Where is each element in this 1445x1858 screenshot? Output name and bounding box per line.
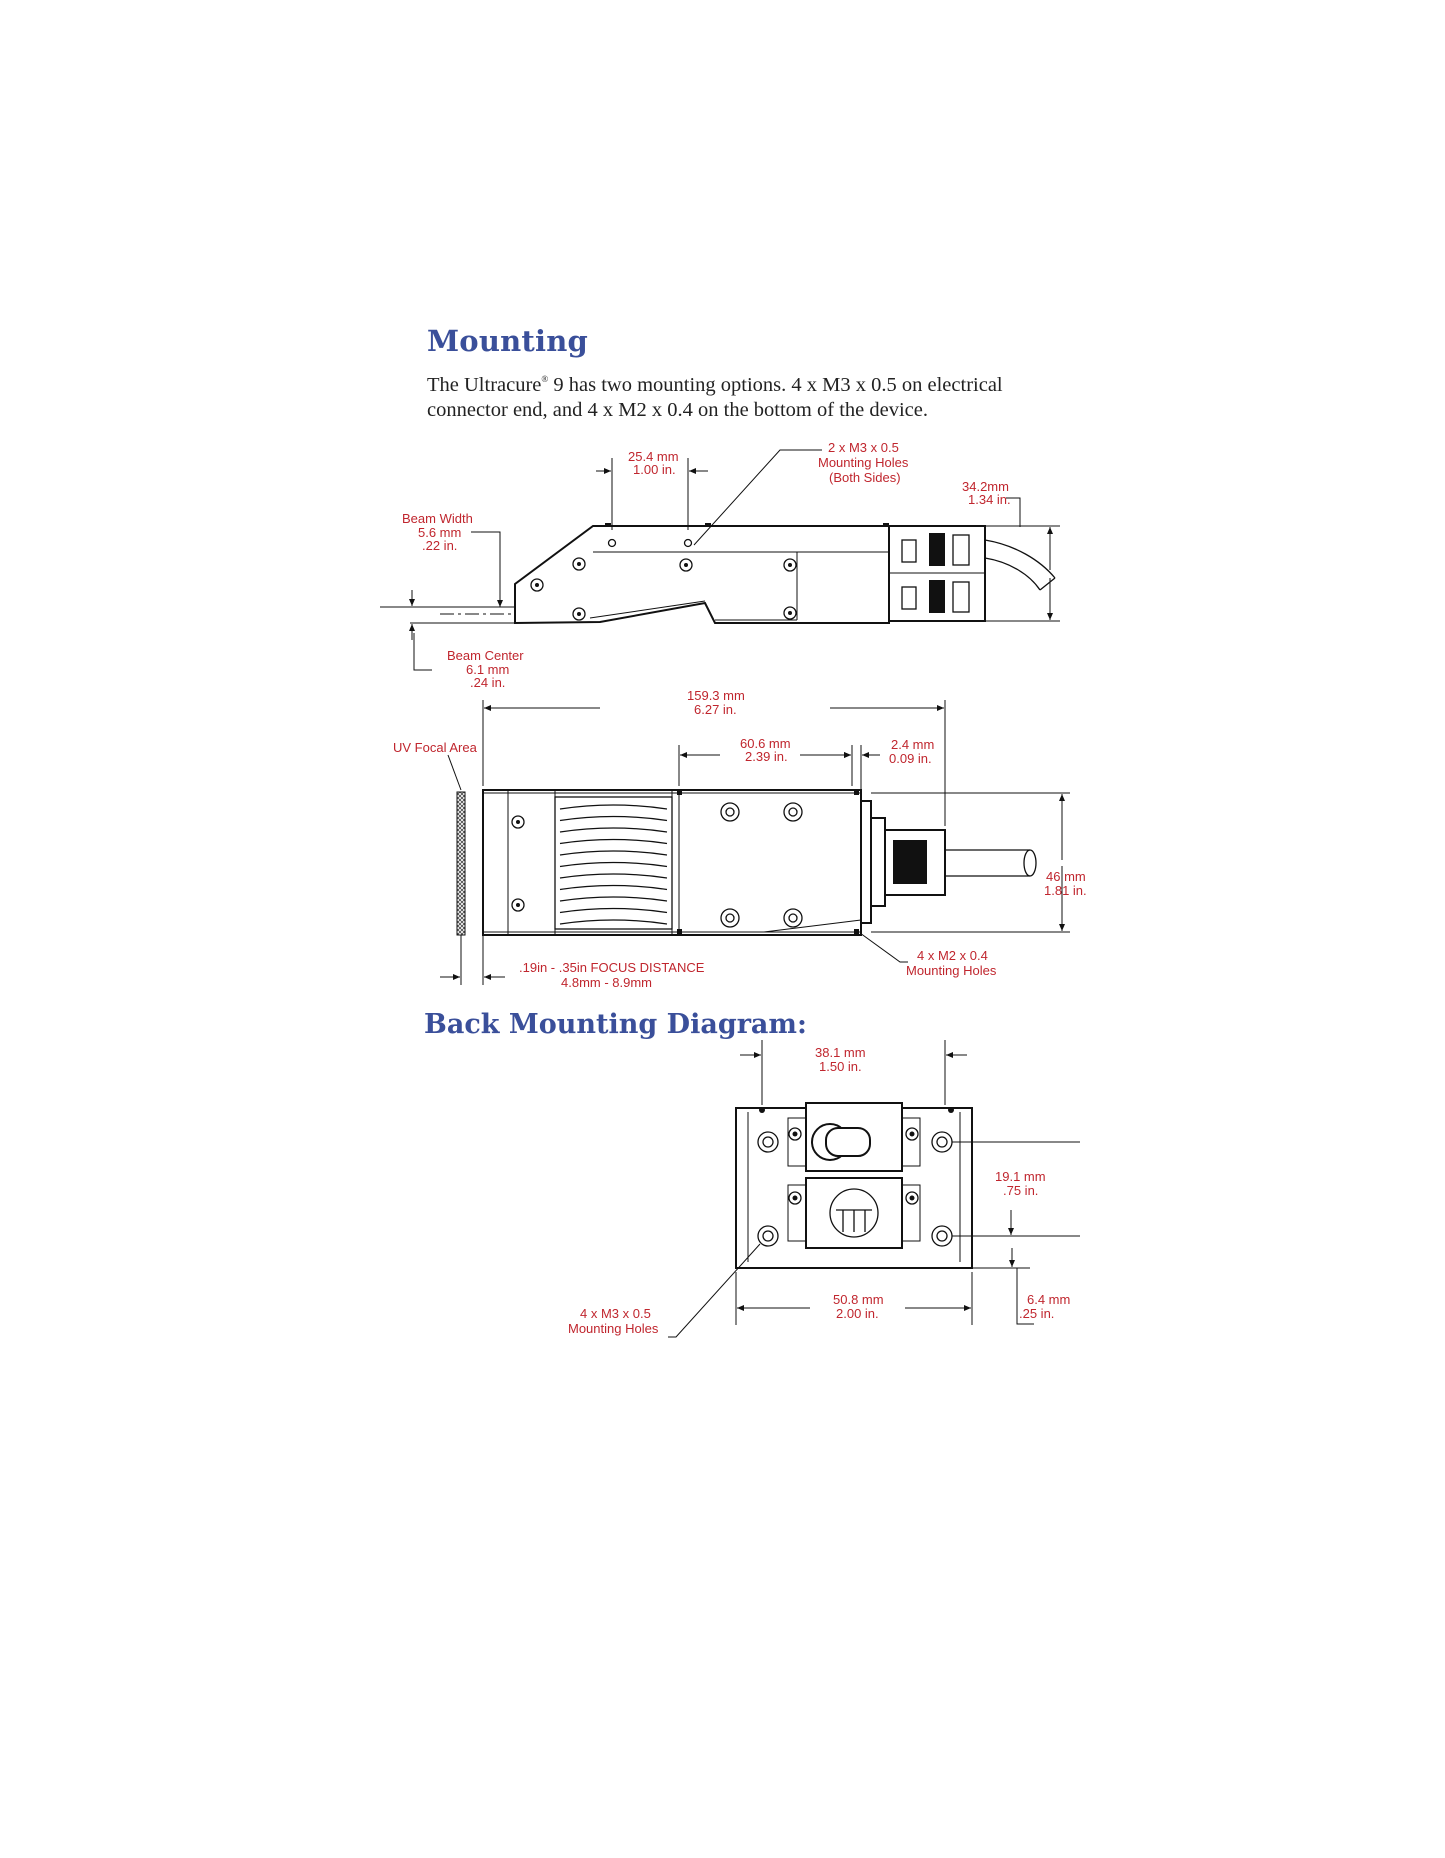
svg-text:.75 in.: .75 in. [1003, 1183, 1039, 1198]
connector-top [861, 801, 1036, 923]
svg-text:2.00 in.: 2.00 in. [836, 1306, 879, 1321]
svg-text:34.2mm: 34.2mm [962, 479, 1009, 494]
svg-text:6.1 mm: 6.1 mm [466, 662, 510, 677]
label-dim-60-6 [740, 736, 791, 764]
svg-text:46 mm: 46 mm [1046, 869, 1086, 884]
svg-text:1.00 in.: 1.00 in. [633, 462, 676, 477]
svg-text:4 x M3 x 0.5: 4 x M3 x 0.5 [580, 1306, 651, 1321]
svg-text:19.1 mm: 19.1 mm [995, 1169, 1046, 1184]
m2-leader [860, 933, 908, 962]
label-dim-50-8 [833, 1292, 884, 1321]
svg-text:Beam Center: Beam Center [447, 648, 524, 663]
intro-brand: The Ultracure [427, 374, 542, 396]
svg-text:6.27 in.: 6.27 in. [694, 702, 737, 717]
beam-lines [380, 607, 515, 623]
label-dim-46 [1044, 869, 1087, 898]
intro-text: 9 has two mounting options. 4 x M3 x 0.5 on electrical connector end, and 4 x M2 x 0.4 on the bottom of the device. [427, 374, 1003, 421]
uv-focal-area [457, 792, 465, 935]
svg-text:4 x M2 x 0.4: 4 x M2 x 0.4 [917, 948, 988, 963]
svg-text:4.8mm - 8.9mm: 4.8mm - 8.9mm [561, 975, 653, 990]
label-dim-25-4 [628, 449, 679, 477]
svg-text:0.09 in.: 0.09 in. [889, 751, 932, 766]
label-focus-distance [519, 960, 705, 990]
svg-text:5.6 mm: 5.6 mm [418, 525, 462, 540]
label-holes-m3-back [568, 1306, 659, 1336]
svg-text:159.3 mm: 159.3 mm [687, 688, 745, 703]
svg-text:Mounting Holes: Mounting Holes [568, 1321, 659, 1336]
label-beam-center [447, 648, 524, 690]
section-title: Mounting [427, 324, 588, 358]
svg-text:1.50 in.: 1.50 in. [819, 1059, 862, 1074]
side-view [380, 440, 1060, 690]
svg-text:2.39 in.: 2.39 in. [745, 749, 788, 764]
focus-distance-lines [440, 935, 505, 985]
registered-mark: ® [541, 374, 549, 384]
svg-text:.22 in.: .22 in. [422, 538, 458, 553]
svg-text:Beam Width: Beam Width [402, 511, 473, 526]
svg-text:.24 in.: .24 in. [470, 675, 506, 690]
svg-text:1.81 in.: 1.81 in. [1044, 883, 1087, 898]
label-holes-m3-side [818, 440, 909, 485]
svg-text:(Both Sides): (Both Sides) [829, 470, 901, 485]
svg-text:.25 in.: .25 in. [1019, 1306, 1055, 1321]
uv-focal-leader [448, 755, 461, 790]
label-holes-m2 [906, 948, 997, 978]
svg-text:2.4 mm: 2.4 mm [891, 737, 935, 752]
svg-text:1.34 in.: 1.34 in. [968, 492, 1011, 507]
label-dim-19-1 [995, 1169, 1046, 1198]
label-beam-width [402, 511, 473, 553]
label-dim-34-2 [962, 479, 1011, 507]
connector-side [889, 526, 1055, 621]
label-dim-2-4 [889, 737, 934, 766]
beam-center-dimension [414, 633, 432, 670]
back-view [568, 1040, 1080, 1337]
label-uv-focal-area: UV Focal Area [393, 740, 477, 755]
dim-34-2-lines [985, 498, 1060, 621]
svg-text:25.4 mm: 25.4 mm [628, 449, 679, 464]
label-dim-38-1 [815, 1045, 866, 1074]
svg-text:2 x M3 x 0.5: 2 x M3 x 0.5 [828, 440, 899, 455]
label-dim-6-4 [1019, 1292, 1070, 1321]
svg-text:50.8 mm: 50.8 mm [833, 1292, 884, 1307]
label-length [687, 688, 745, 717]
svg-text:38.1 mm: 38.1 mm [815, 1045, 866, 1060]
back-mounting-title: Back Mounting Diagram: [424, 1009, 807, 1040]
svg-text:6.4 mm: 6.4 mm [1027, 1292, 1071, 1307]
svg-text:60.6 mm: 60.6 mm [740, 736, 791, 751]
svg-text:Mounting Holes: Mounting Holes [818, 455, 909, 470]
svg-text:.19in - .35in FOCUS DISTANCE: .19in - .35in FOCUS DISTANCE [519, 960, 705, 975]
svg-text:Mounting Holes: Mounting Holes [906, 963, 997, 978]
housing-side-outline [515, 526, 889, 623]
top-view [393, 688, 1087, 990]
